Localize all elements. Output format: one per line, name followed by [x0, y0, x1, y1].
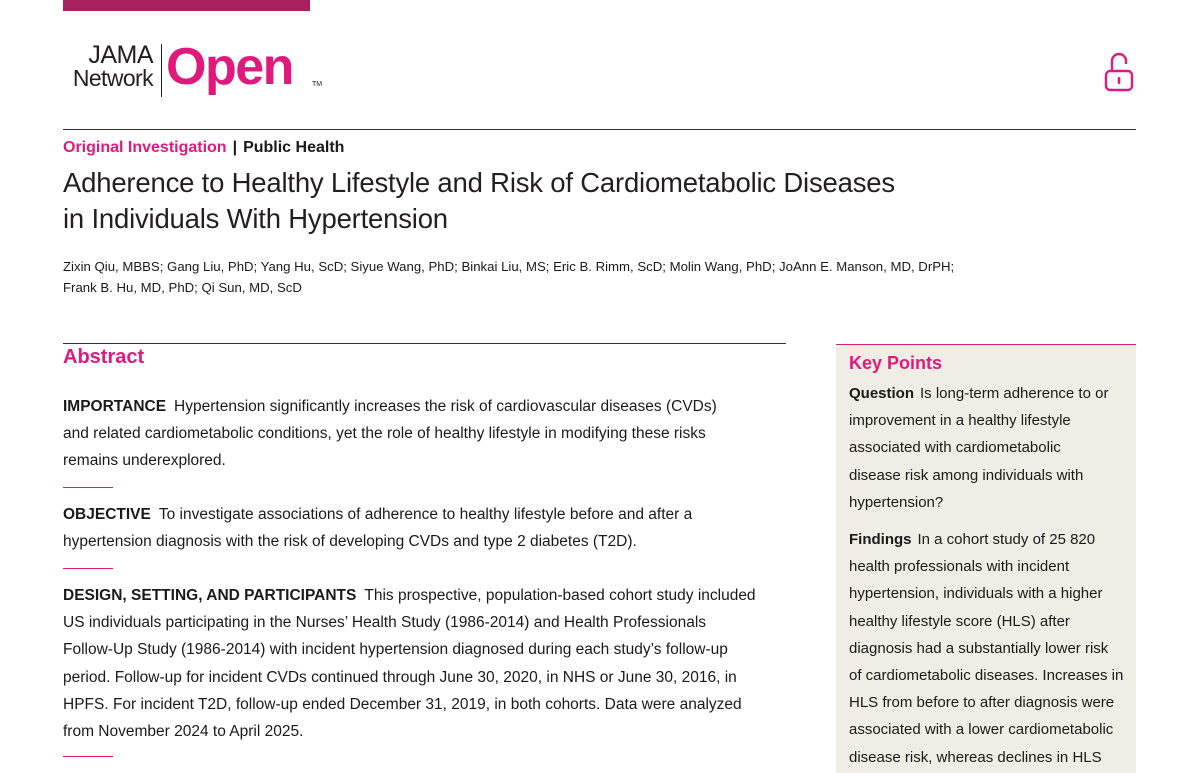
findings-line-8: associated with a lower cardiometabolic — [849, 721, 1114, 739]
logo-open-text: Open — [166, 38, 293, 96]
title-line-2: in Individuals With Hypertension — [63, 203, 448, 234]
importance-line-1: Hypertension significantly increases the risk of cardiovascular diseases (CVDs) — [174, 398, 717, 415]
section-divider — [63, 756, 113, 757]
design-line-2: US individuals participating in the Nurses’ Health Study (1986-2014) and Health Professionals — [63, 614, 707, 632]
article-title — [63, 165, 983, 237]
article-kicker — [63, 139, 344, 157]
logo-jama-text: JAMA — [88, 41, 153, 69]
importance-label: IMPORTANCE — [63, 398, 167, 415]
article-section[interactable]: Public Health — [243, 139, 345, 156]
findings-line-5: diagnosis had a substantially lower risk — [849, 639, 1109, 657]
findings-line-6: of cardiometabolic diseases. Increases in — [849, 667, 1124, 685]
design-line-4: period. Follow-up for incident CVDs continued through June 30, 2020, in NHS or June 30, 2016, in — [63, 668, 737, 686]
findings-line-2: health professionals with incident — [849, 558, 1070, 576]
kicker-separator: | — [232, 139, 238, 156]
importance-line-3: remains underexplored. — [63, 452, 226, 470]
logo-divider — [161, 44, 162, 97]
section-divider — [63, 487, 113, 488]
header-rule — [63, 129, 1136, 130]
objective-line-1: To investigate associations of adherence to healthy lifestyle before and after a — [158, 506, 693, 523]
key-points-question — [849, 380, 1131, 516]
findings-line-9: disease risk, whereas declines in HLS — [849, 748, 1102, 766]
article-type[interactable]: Original Investigation — [63, 139, 227, 156]
question-line-3: associated with cardiometabolic — [849, 439, 1061, 457]
abstract-importance — [63, 393, 788, 475]
key-points-findings — [849, 526, 1131, 771]
question-line-1: Is long-term adherence to or — [920, 385, 1109, 402]
design-line-6: from November 2024 to April 2025. — [63, 723, 304, 741]
objective-line-2: hypertension diagnosis with the risk of developing CVDs and type 2 diabetes (T2D). — [63, 533, 637, 551]
open-access-lock-icon[interactable] — [1103, 50, 1135, 92]
abstract-objective — [63, 501, 788, 555]
logo-trademark: TM — [312, 81, 323, 88]
design-line-5: HPFS. For incident T2D, follow-up ended December 31, 2019, in both cohorts. Data were analyzed — [63, 695, 742, 713]
importance-line-2: and related cardiometabolic conditions, yet the role of healthy lifestyle in modifying these risks — [63, 425, 706, 443]
question-line-4: disease risk among individuals with — [849, 466, 1084, 484]
findings-line-7: HLS from before to after diagnosis were — [849, 694, 1115, 712]
objective-label: OBJECTIVE — [63, 506, 151, 523]
authors-line-1: Zixin Qiu, MBBS; Gang Liu, PhD; Yang Hu, ScD; Siyue Wang, PhD; Binkai Liu, MS; Eric B. Rimm, ScD; Molin Wang, PhD; JoAnn E. Manson, MD, DrPH; — [63, 259, 955, 274]
abstract-rule — [63, 343, 786, 344]
question-label: Question — [849, 385, 915, 402]
question-line-2: improvement in a healthy lifestyle — [849, 412, 1071, 430]
findings-line-1: In a cohort study of 25 820 — [917, 531, 1096, 548]
abstract-design — [63, 582, 788, 745]
design-label: DESIGN, SETTING, AND PARTICIPANTS — [63, 587, 357, 604]
findings-line-4: healthy lifestyle score (HLS) after — [849, 612, 1070, 630]
section-divider — [63, 568, 113, 569]
title-line-1: Adherence to Healthy Lifestyle and Risk of Cardiometabolic Diseases — [63, 167, 895, 198]
findings-label: Findings — [849, 531, 912, 548]
logo-network-text: Network — [72, 65, 153, 91]
findings-line-3: hypertension, individuals with a higher — [849, 585, 1103, 603]
key-points-heading: Key Points — [849, 353, 943, 373]
abstract-heading: Abstract — [63, 346, 145, 368]
design-line-1: This prospective, population-based cohort study included — [364, 587, 756, 604]
design-line-3: Follow-Up Study (1986-2014) with incident hypertension diagnosed during each study’s follow-up — [63, 641, 728, 659]
authors-line-2: Frank B. Hu, MD, PhD; Qi Sun, MD, ScD — [63, 280, 302, 295]
question-line-5: hypertension? — [849, 493, 944, 511]
top-accent-bar — [63, 0, 310, 11]
key-points-box — [836, 344, 1136, 773]
author-list — [63, 256, 1023, 298]
